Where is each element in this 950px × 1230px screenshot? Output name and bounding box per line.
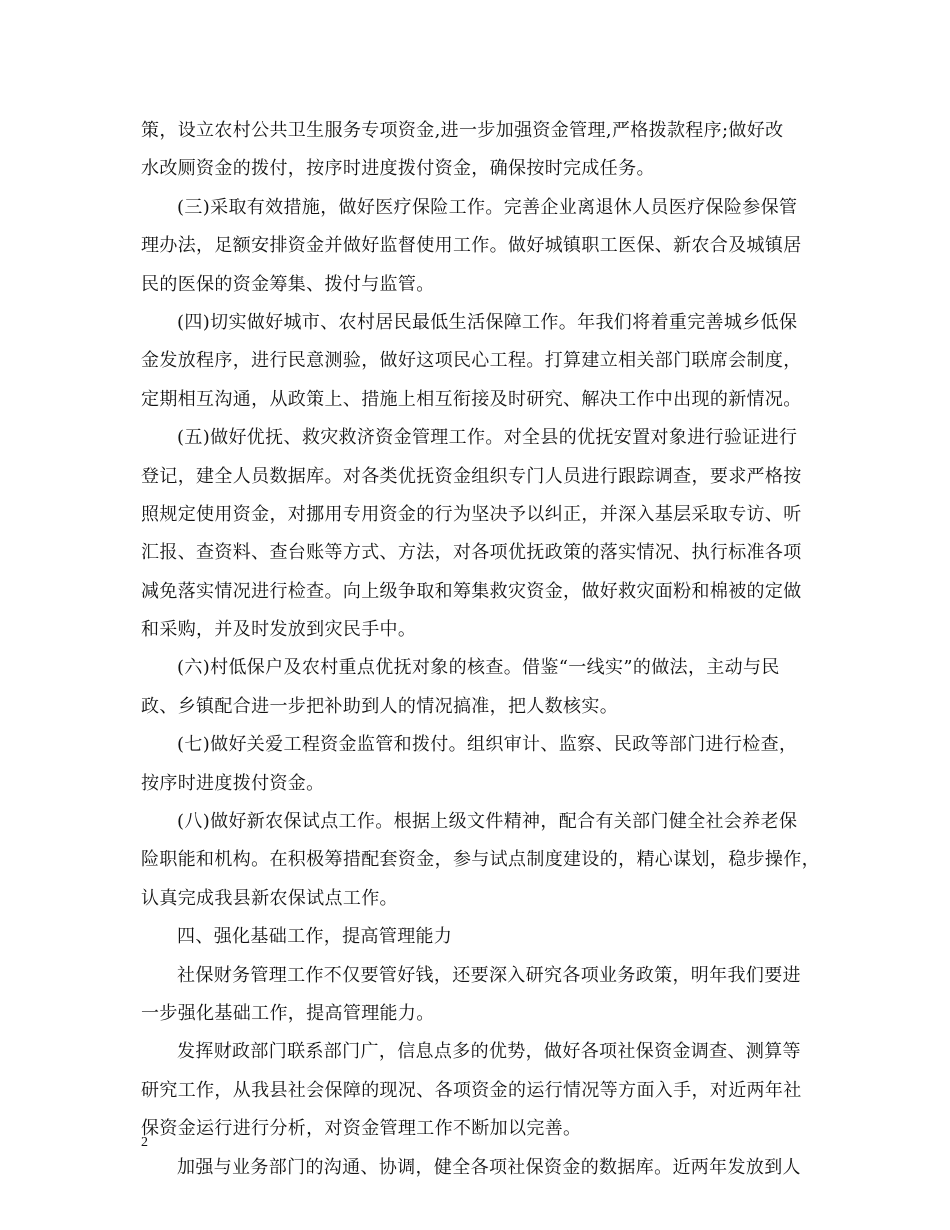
body-text <box>141 116 820 1191</box>
text-line: 保资金运行进行分析，对资金管理工作不断加以完善。 <box>141 1118 582 1140</box>
text-line: 登记，建全人员数据库。对各类优抚资金组织专门人员进行跟踪调查，要求严格按 <box>141 465 802 487</box>
text-line: 加强与业务部门的沟通、协调，健全各项社保资金的数据库。近两年发放到人 <box>177 1156 801 1178</box>
text-line: 汇报、查资料、查台账等方式、方法，对各项优抚政策的落实情况、执行标准各项 <box>141 542 802 564</box>
text-line: 照规定使用资金，对挪用专用资金的行为坚决予以纠正，并深入基层采取专访、听 <box>141 503 802 525</box>
text-line: 社保财务管理工作不仅要管好钱，还要深入研究各项业务政策，明年我们要进 <box>177 964 801 986</box>
text-line: (八)做好新农保试点工作。根据上级文件精神，配合有关部门健全社会养老保 <box>177 811 798 833</box>
text-line: 按序时进度拨付资金。 <box>141 772 325 794</box>
text-line: (三)采取有效措施，做好医疗保险工作。完善企业离退休人员医疗保险参保管 <box>177 196 798 218</box>
text-line: 认真完成我县新农保试点工作。 <box>141 887 398 909</box>
text-line: 民的医保的资金筹集、拨付与监管。 <box>141 273 435 295</box>
text-line: 四、强化基础工作，提高管理能力 <box>177 926 453 948</box>
text-line: 发挥财政部门联系部门广，信息点多的优势，做好各项社保资金调查、测算等 <box>177 1041 801 1063</box>
text-line: 定期相互沟通，从政策上、措施上相互衔接及时研究、解决工作中出现的新情况。 <box>141 388 802 410</box>
text-line: (五)做好优抚、救灾救济资金管理工作。对全县的优抚安置对象进行验证进行 <box>177 427 798 449</box>
text-line: 险职能和机构。在积极筹措配套资金，参与试点制度建设的，精心谋划，稳步操作， <box>141 849 820 871</box>
text-line: (七)做好关爱工程资金监管和拨付。组织审计、监察、民政等部门进行检查， <box>177 734 798 756</box>
text-line: 和采购，并及时发放到灾民手中。 <box>141 619 417 641</box>
page-number: 2 <box>141 1135 148 1150</box>
text-line: (六)村低保户及农村重点优抚对象的核查。借鉴“一线实”的做法，主动与民 <box>177 657 780 679</box>
text-line: 理办法，足额安排资金并做好监督使用工作。做好城镇职工医保、新农合及城镇居 <box>141 235 802 257</box>
text-line: 一步强化基础工作，提高管理能力。 <box>141 1002 435 1024</box>
text-line: (四)切实做好城市、农村居民最低生活保障工作。年我们将着重完善城乡低保 <box>177 311 798 333</box>
text-line: 策，设立农村公共卫生服务专项资金,进一步加强资金管理,严格拨款程序;做好改 <box>141 120 784 141</box>
text-line: 金发放程序，进行民意测验，做好这项民心工程。打算建立相关部门联席会制度， <box>141 350 802 372</box>
text-line: 水改厕资金的拨付，按序时进度拨付资金，确保按时完成任务。 <box>141 158 655 180</box>
text-line: 政、乡镇配合进一步把补助到人的情况搞准，把人数核实。 <box>141 695 619 717</box>
text-line: 研究工作，从我县社会保障的现况、各项资金的运行情况等方面入手，对近两年社 <box>141 1079 802 1101</box>
text-line: 减免落实情况进行检查。向上级争取和筹集救灾资金，做好救灾面粉和棉被的定做 <box>141 580 802 602</box>
